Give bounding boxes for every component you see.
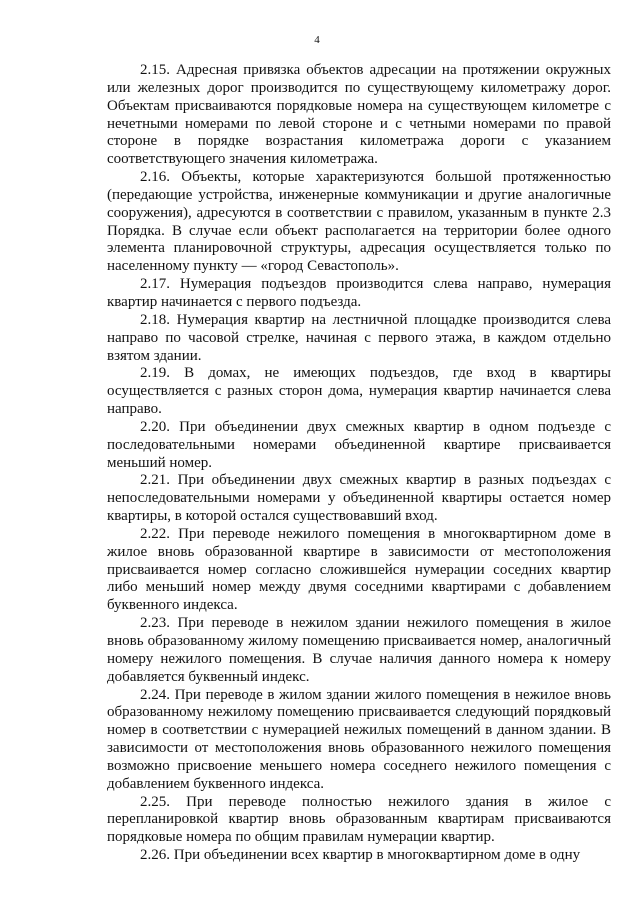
paragraph-2-16: 2.16. Объекты, которые характеризуются большой протяженностью (передающие устройства, инженерные коммуникации и другие аналогичные сооружения), адресуются в соответствии с правилом, указанным в пункте 2.3 Порядка. В случае если объект располагается на территории более одного элемента планировочной структуры, адресация осуществляется только по населенному пункту — «город Севастополь». — [107, 169, 611, 275]
paragraph-2-19: 2.19. В домах, не имеющих подъездов, где вход в квартиры осуществляется с разных сторон дома, нумерация квартир начинается слева направо. — [107, 365, 611, 418]
paragraph-2-17: 2.17. Нумерация подъездов производится слева направо, нумерация квартир начинается с первого подъезда. — [107, 276, 611, 310]
document-body — [107, 62, 611, 865]
paragraph-2-15: 2.15. Адресная привязка объектов адресации на протяжении окружных или железных дорог производится по существующему километражу дорог. Объектам присваиваются порядковые номера на существующем километре с нечетными номерами по левой стороне и с четными номерами по правой стороне в порядке возрастания километража дороги с указанием соответствующего значения километража. — [107, 62, 611, 168]
paragraph-2-21: 2.21. При объединении двух смежных квартир в разных подъездах с непоследовательными номерами у объединенной квартиры остается номер квартиры, в которой остался существовавший вход. — [107, 472, 611, 525]
paragraph-2-18: 2.18. Нумерация квартир на лестничной площадке производится слева направо по часовой стрелке, начиная с первого этажа, в каждом отдельно взятом здании. — [107, 311, 611, 364]
paragraph-2-23: 2.23. При переводе в нежилом здании нежилого помещения в жилое вновь образованному жилому помещению присваивается номер, аналогичный номеру нежилого помещения. В случае наличия данного номера к номеру добавляется буквенный индекс. — [107, 615, 611, 685]
page-number: 4 — [314, 34, 320, 46]
paragraph-2-20: 2.20. При объединении двух смежных квартир в одном подъезде с последовательными номерами объединенной квартире присваивается меньший номер. — [107, 418, 611, 471]
paragraph-2-22: 2.22. При переводе нежилого помещения в многоквартирном доме в жилое вновь образованной квартире в зависимости от местоположения присваивается номер согласно сложившейся нумерации соседних квартир либо меньший номер между двумя соседними квартирами с добавлением буквенного индекса. — [107, 525, 611, 614]
paragraph-2-24: 2.24. При переводе в жилом здании жилого помещения в нежилое вновь образованному нежилому помещению присваивается следующий порядковый номер в соответствии с нумерацией нежилых помещений в данном здании. В зависимости от местоположения вновь образованного нежилого помещения возможно присвоение меньшего номера соседнего нежилого помещения с добавлением буквенного индекса. — [107, 686, 611, 792]
paragraph-2-26: 2.26. При объединении всех квартир в многоквартирном доме в одну — [140, 847, 581, 864]
paragraph-2-25: 2.25. При переводе полностью нежилого здания в жилое с перепланировкой квартир вновь образованным квартирам присваиваются порядковые номера по общим правилам нумерации квартир. — [107, 793, 611, 846]
